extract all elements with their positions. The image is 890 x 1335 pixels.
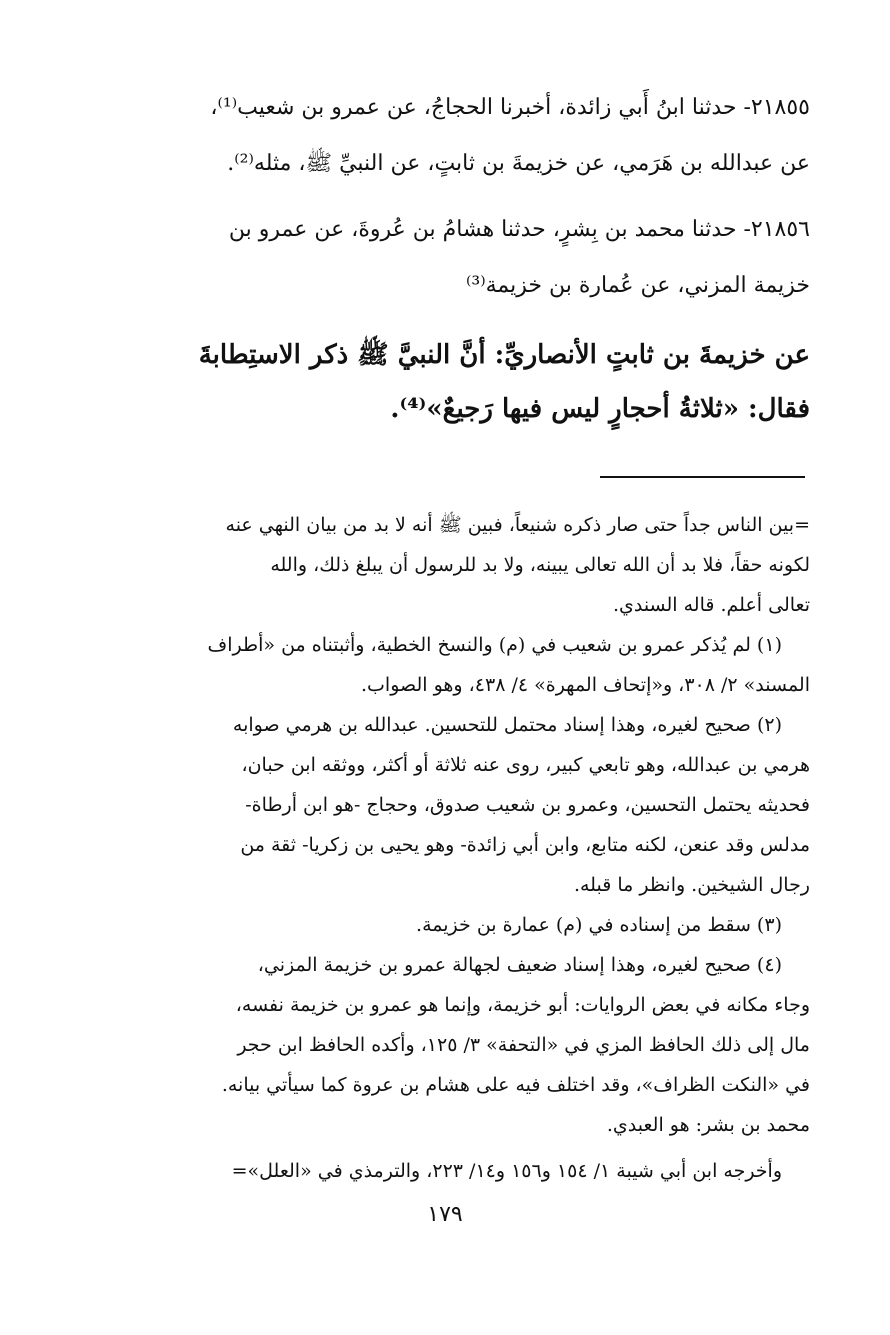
footnotes-block [100, 505, 810, 1191]
text-line: وجاء مكانه في بعض الروايات: أبو خزيمة، وإنما هو عمرو بن خزيمة نفسه، [235, 994, 810, 1016]
text-line: (٣) سقط من إسناده في (م) عمارة بن خزيمة. [416, 914, 782, 936]
text-line: في «النكت الظراف»، وقد اختلف فيه على هشام بن عروة كما سيأتي بيانه. [221, 1074, 810, 1096]
footnote-separator [600, 476, 805, 478]
text-line: مدلس وقد عنعن، لكنه متابع، وابن أبي زائدة- وهو يحيى بن زكريا- ثقة من [240, 834, 810, 856]
footnote-continuation [100, 505, 810, 625]
text-line: محمد بن بشر: هو العبدي. [606, 1114, 810, 1136]
text-line: لكونه حقاً، فلا بد أن الله تعالى يبينه، ولا بد للرسول أن يبلغ ذلك، والله [270, 554, 810, 576]
footnote-1 [100, 625, 810, 705]
hadith-21855 [100, 80, 810, 192]
footnote-3 [100, 905, 810, 945]
text-line: ٢١٨٥٥- حدثنا ابنُ أَبي زائدة، أخبرنا الحجاجُ، عن عمرو بن شعيب⁽¹⁾، [210, 95, 810, 120]
text-line: فحديثه يحتمل التحسين، وعمرو بن شعيب صدوق، وحجاج -هو ابن أرطاة- [245, 794, 810, 816]
page-number: ١٧٩ [427, 1202, 463, 1227]
text-line: رجال الشيخين. وانظر ما قبله. [573, 874, 810, 896]
text-line: المسند» ٢/ ٣٠٨، و«إتحاف المهرة» ٤/ ٤٣٨، وهو الصواب. [360, 674, 810, 696]
hadith-21856-isnad [100, 202, 810, 314]
text-line: (٤) صحيح لغيره، وهذا إسناد ضعيف لجهالة عمرو بن خزيمة المزني، [257, 954, 782, 976]
text-line: خزيمة المزني، عن عُمارة بن خزيمة⁽³⁾ [465, 273, 810, 298]
text-line: عن خزيمةَ بن ثابتٍ الأنصاريِّ: أنَّ النبيَّ ﷺ ذكر الاستِطابةَ [198, 340, 810, 370]
text-line: مال إلى ذلك الحافظ المزي في «التحفة» ٣/ ١٢٥، وأكده الحافظ ابن حجر [237, 1034, 810, 1056]
text-line: وأخرجه ابن أبي شيبة ١/ ١٥٤ و١٥٦ و١٤/ ٢٢٣، والترمذي في «العلل»= [231, 1160, 782, 1182]
text-line: ٢١٨٥٦- حدثنا محمد بن بِشرٍ، حدثنا هشامُ بن عُروةَ، عن عمرو بن [228, 217, 810, 242]
hadith-21856-matn [100, 328, 810, 436]
text-line: =بين الناس جداً حتى صار ذكره شنيعاً، فبين ﷺ أنه لا بد من بيان النهي عنه [225, 514, 810, 536]
text-line: هرمي بن عبدالله، وهو تابعي كبير، روى عنه ثلاثة أو أكثر، ووثقه ابن حبان، [241, 754, 810, 776]
text-line: فقال: «ثلاثةُ أحجارٍ ليس فيها رَجيعٌ»⁽⁴⁾. [390, 394, 810, 424]
text-line: (٢) صحيح لغيره، وهذا إسناد محتمل للتحسين. عبدالله بن هرمي صوابه [232, 714, 782, 736]
footnote-4-continued [100, 1151, 810, 1191]
text-line: عن عبدالله بن هَرَمي، عن خزيمةَ بن ثابتٍ، عن النبيِّ ﷺ، مثله⁽²⁾. [227, 151, 810, 176]
text-line: تعالى أعلم. قاله السندي. [612, 594, 810, 616]
footnote-2 [100, 705, 810, 905]
footnote-4 [100, 945, 810, 1145]
text-line: (١) لم يُذكر عمرو بن شعيب في (م) والنسخ الخطية، وأثبتناه من «أطراف [207, 634, 782, 656]
hadith-text-block [100, 80, 810, 436]
